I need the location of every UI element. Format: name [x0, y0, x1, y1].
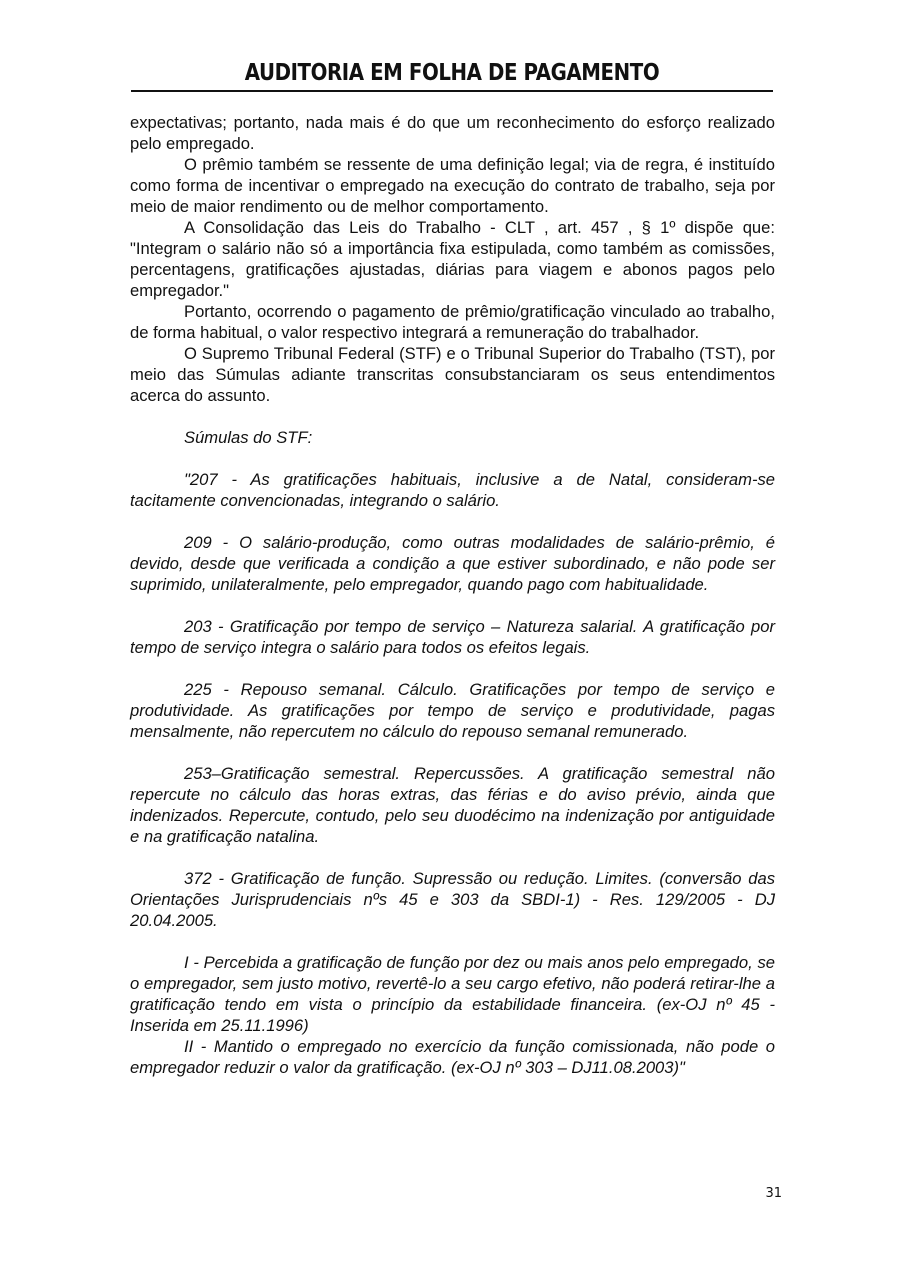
- paragraph: Portanto, ocorrendo o pagamento de prêmio/gratificação vinculado ao trabalho, de forma habitual, o valor respectivo integrará a remuneração do trabalhador.: [130, 302, 775, 342]
- document-title: AUDITORIA EM FOLHA DE PAGAMENTO: [244, 60, 660, 86]
- paragraph: O Supremo Tribunal Federal (STF) e o Tribunal Superior do Trabalho (TST), por meio das Súmulas adiante transcritas consubstanciaram os seus entendimentos acerca do assunto.: [130, 344, 775, 405]
- sumula-372: 372 - Gratificação de função. Supressão ou redução. Limites. (conversão das Orientações Jurisprudenciais nºs 45 e 303 da SBDI-1) - Res. 129/2005 - DJ 20.04.2005.: [130, 869, 775, 930]
- sumula-372-item-ii: II - Mantido o empregado no exercício da função comissionada, não pode o empregador reduzir o valor da gratificação. (ex-OJ nº 303 – DJ11.08.2003)": [130, 1037, 775, 1077]
- sumula-207: "207 - As gratificações habituais, inclusive a de Natal, consideram-se tacitamente convencionadas, integrando o salário.: [130, 470, 775, 510]
- paragraph-continuation: expectativas; portanto, nada mais é do que um reconhecimento do esforço realizado pelo empregado.: [130, 113, 775, 153]
- section-heading: Súmulas do STF:: [184, 428, 313, 447]
- sumula-253: 253–Gratificação semestral. Repercussões. A gratificação semestral não repercute no cálculo das horas extras, das férias e do aviso prévio, ainda que indenizados. Repercute, contudo, pelo seu duodécimo na indenização por antiguidade e na gratificação natalina.: [130, 764, 775, 846]
- page-header: [131, 56, 773, 92]
- paragraph: O prêmio também se ressente de uma definição legal; via de regra, é instituído como forma de incentivar o empregado na execução do contrato de trabalho, seja por meio de maior rendimento ou de melhor comportamento.: [130, 155, 775, 216]
- page-number: 31: [765, 1186, 782, 1201]
- document-body: [130, 112, 775, 1078]
- sumula-225: 225 - Repouso semanal. Cálculo. Gratificações por tempo de serviço e produtividade. As gratificações por tempo de serviço e produtividade, pagas mensalmente, não repercutem no cálculo do repouso semanal remunerado.: [130, 680, 775, 741]
- sumula-203: 203 - Gratificação por tempo de serviço – Natureza salarial. A gratificação por tempo de serviço integra o salário para todos os efeitos legais.: [130, 617, 775, 657]
- paragraph: A Consolidação das Leis do Trabalho - CLT , art. 457 , § 1º dispõe que: "Integram o salário não só a importância fixa estipulada, como também as comissões, percentagens, gratificações ajustadas, diárias para viagem e abonos pagos pelo empregador.": [130, 218, 775, 300]
- sumula-209: 209 - O salário-produção, como outras modalidades de salário-prêmio, é devido, desde que verificada a condição a que estiver subordinado, e não pode ser suprimido, unilateralmente, pelo empregador, quando pago com habitualidade.: [130, 533, 775, 594]
- sumula-372-item-i: I - Percebida a gratificação de função por dez ou mais anos pelo empregado, se o empregador, sem justo motivo, revertê-lo a seu cargo efetivo, não poderá retirar-lhe a gratificação tendo em vista o princípio da estabilidade financeira. (ex-OJ nº 45 - Inserida em 25.11.1996): [130, 953, 775, 1035]
